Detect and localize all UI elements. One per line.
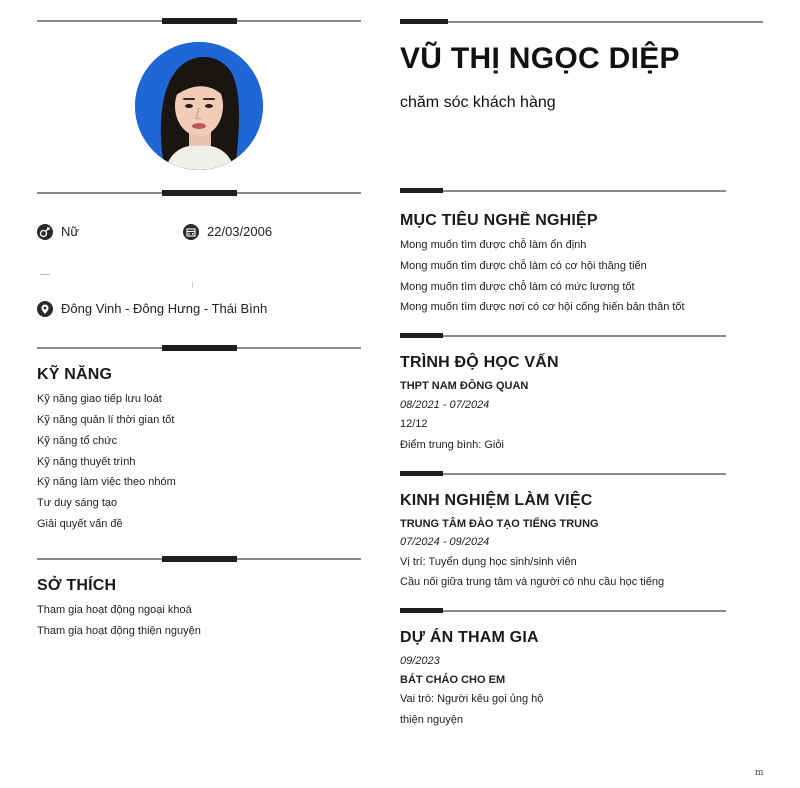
objective-item: Mong muốn tìm được chỗ làm có cơ hội thăng tiến xyxy=(400,260,647,272)
experience-desc: Cầu nối giữa trung tâm và người có nhu cầu học tiếng xyxy=(400,576,665,588)
hobby-item: Tham gia hoạt động ngoại khoá xyxy=(37,604,192,616)
experience-org: TRUNG TÂM ĐÀO TẠO TIẾNG TRUNG xyxy=(400,518,599,530)
skills-title: KỸ NĂNG xyxy=(37,366,113,383)
divider-experience xyxy=(400,473,726,475)
objective-item: Mong muốn tìm được chỗ làm ổn định xyxy=(400,239,587,251)
divider-skills xyxy=(37,347,361,349)
skill-item: Kỹ năng tổ chức xyxy=(37,435,118,447)
experience-position: Vị trí: Tuyển dụng học sinh/sinh viên xyxy=(400,556,577,568)
project-date: 09/2023 xyxy=(400,655,440,667)
education-period: 08/2021 - 07/2024 xyxy=(400,399,490,411)
skill-item: Tư duy sáng tạo xyxy=(37,497,118,509)
job-title: chăm sóc khách hàng xyxy=(400,94,556,111)
experience-title: KINH NGHIỆM LÀM VIỆC xyxy=(400,492,593,509)
projects-title: DỰ ÁN THAM GIA xyxy=(400,629,539,646)
objective-item: Mong muốn tìm được chỗ làm có mức lương tốt xyxy=(400,281,635,293)
gender-value: Nữ xyxy=(61,224,80,239)
hobbies-title: SỞ THÍCH xyxy=(37,577,117,594)
skill-item: Giải quyết vấn đề xyxy=(37,518,123,530)
address-value: Đông Vinh - Đông Hưng - Thái Bình xyxy=(61,301,268,316)
divider-objective xyxy=(400,190,726,192)
skill-item: Kỹ năng giao tiếp lưu loát xyxy=(37,393,162,405)
divider-hobbies xyxy=(37,558,361,560)
full-name: VŨ THỊ NGỌC DIỆP xyxy=(400,42,680,75)
divider-projects xyxy=(400,610,726,612)
skill-item: Kỹ năng làm việc theo nhóm xyxy=(37,476,176,488)
separator-mark xyxy=(192,282,193,288)
objective-item: Mong muốn tìm được nơi có cơ hội cống hiến bản thân tốt xyxy=(400,301,685,313)
separator-mark xyxy=(40,274,50,275)
gender-icon xyxy=(37,224,53,240)
education-grade: 12/12 xyxy=(400,418,428,430)
hobby-item: Tham gia hoạt động thiện nguyện xyxy=(37,625,201,637)
objective-title: MỤC TIÊU NGHỀ NGHIỆP xyxy=(400,212,598,229)
education-title: TRÌNH ĐỘ HỌC VẤN xyxy=(400,354,559,371)
school-name: THPT NAM ĐÔNG QUAN xyxy=(400,380,529,392)
divider-top-left xyxy=(37,20,361,22)
education-score: Điểm trung bình: Giỏi xyxy=(400,439,504,451)
divider-education xyxy=(400,335,726,337)
dob-value: 22/03/2006 xyxy=(207,224,273,239)
watermark: m xyxy=(755,768,764,778)
divider-under-avatar xyxy=(37,192,361,194)
skill-item: Kỹ năng quản lí thời gian tốt xyxy=(37,414,175,426)
project-role: Vai trò: Người kêu gọi ủng hộ xyxy=(400,693,544,705)
skill-item: Kỹ năng thuyết trình xyxy=(37,456,136,468)
divider-top-right xyxy=(400,21,763,23)
calendar-icon xyxy=(183,224,199,240)
avatar xyxy=(135,42,263,170)
project-name: BÁT CHÁO CHO EM xyxy=(400,674,506,686)
portrait-photo xyxy=(135,42,263,170)
project-role-cont: thiện nguyện xyxy=(400,714,463,726)
experience-period: 07/2024 - 09/2024 xyxy=(400,536,490,548)
location-pin-icon xyxy=(37,301,53,317)
